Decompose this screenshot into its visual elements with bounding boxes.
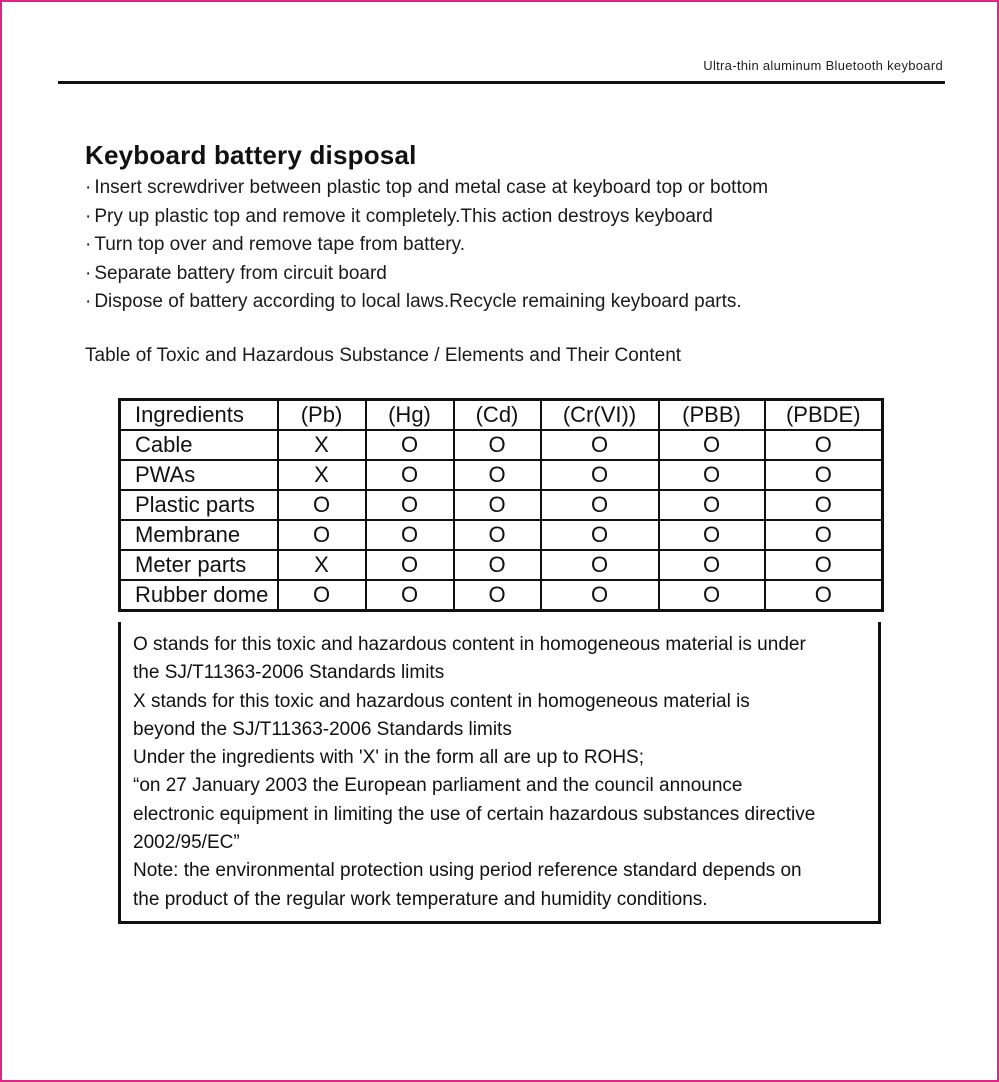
running-header: Ultra-thin aluminum Bluetooth keyboard [703,58,943,73]
table-cell: O [659,550,765,580]
table-cell: O [541,550,659,580]
disposal-step: · Pry up plastic top and remove it completely.This action destroys keyboard [85,203,768,232]
table-row [120,460,883,490]
table-header-row [120,400,883,431]
table-cell: O [659,520,765,550]
note-line: X stands for this toxic and hazardous content in homogeneous material is [133,690,750,712]
ingredient-cell: Plastic parts [120,490,278,520]
table-cell: O [454,490,541,520]
table-caption: Table of Toxic and Hazardous Substance / Elements and Their Content [85,345,682,366]
column-header: (PBB) [659,400,765,431]
table-cell: O [765,430,883,460]
table-cell: X [278,460,366,490]
note-line: Note: the environmental protection using period reference standard depends on [133,860,802,882]
table-cell: O [541,460,659,490]
table-cell: O [541,580,659,611]
table-cell: O [454,460,541,490]
note-line: the product of the regular work temperature and humidity conditions. [133,888,708,910]
table-cell: O [366,430,454,460]
table-cell: O [454,520,541,550]
table-row [120,580,883,611]
header-rule [58,81,945,84]
table-cell: O [454,580,541,611]
table-cell: O [659,580,765,611]
note-line: “on 27 January 2003 the European parliament and the council announce [133,775,743,797]
table-cell: O [659,490,765,520]
note-line: O stands for this toxic and hazardous content in homogeneous material is under [133,634,806,655]
disposal-step: · Insert screwdriver between plastic top and metal case at keyboard top or bottom [85,174,768,203]
table-row [120,520,883,550]
table-cell: O [541,430,659,460]
note-line: the SJ/T11363-2006 Standards limits [133,662,445,684]
table-cell: O [366,520,454,550]
table-cell: O [765,580,883,611]
note-line: beyond the SJ/T11363-2006 Standards limits [133,718,512,740]
ingredient-cell: Rubber dome [120,580,278,611]
table-cell: O [278,490,366,520]
substance-table [118,398,884,612]
column-header: Ingredients [120,400,278,431]
column-header: (PBDE) [765,400,883,431]
table-cell: O [659,460,765,490]
table-cell: O [454,550,541,580]
table-cell: O [366,550,454,580]
note-line: 2002/95/EC” [133,832,240,854]
table-row [120,430,883,460]
table-row [120,490,883,520]
ingredient-cell: Cable [120,430,278,460]
disposal-steps [85,174,768,317]
table-cell: O [765,520,883,550]
table-cell: X [278,550,366,580]
table-cell: O [366,490,454,520]
table-cell: O [278,520,366,550]
table-cell: O [765,550,883,580]
table-cell: O [454,430,541,460]
table-cell: O [541,490,659,520]
table-cell: O [366,460,454,490]
table-cell: O [366,580,454,611]
table-cell: O [278,580,366,611]
column-header: (Hg) [366,400,454,431]
note-line: Under the ingredients with 'X' in the form all are up to ROHS; [133,747,644,769]
table-cell: O [765,490,883,520]
column-header: (Cd) [454,400,541,431]
column-header: (Pb) [278,400,366,431]
ingredient-cell: Meter parts [120,550,278,580]
table-cell: O [765,460,883,490]
table-cell: X [278,430,366,460]
section-title: Keyboard battery disposal [85,140,417,170]
column-header: (Cr(VI)) [541,400,659,431]
ingredient-cell: PWAs [120,460,278,490]
notes-box [118,622,881,924]
table-cell: O [541,520,659,550]
ingredient-cell: Membrane [120,520,278,550]
table-row [120,550,883,580]
table-cell: O [659,430,765,460]
disposal-step: · Turn top over and remove tape from battery. [85,231,768,260]
note-line: electronic equipment in limiting the use of certain hazardous substances directive [133,803,816,825]
disposal-step: · Dispose of battery according to local laws.Recycle remaining keyboard parts. [85,288,768,317]
disposal-step: · Separate battery from circuit board [85,260,768,289]
